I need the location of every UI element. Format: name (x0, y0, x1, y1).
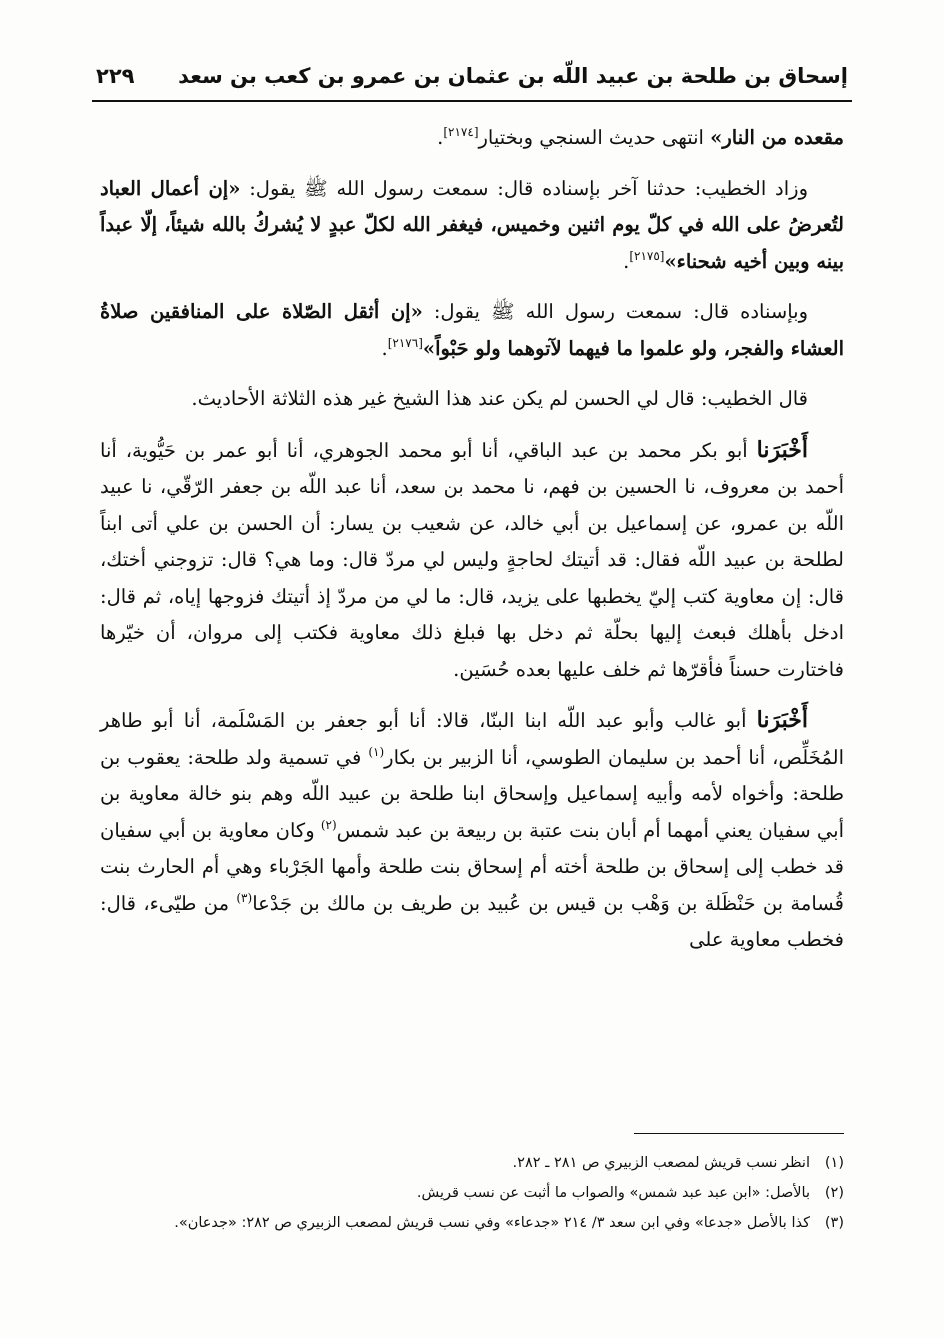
paragraph (100, 702, 844, 959)
paragraph-text: . (381, 336, 388, 360)
footnote-number: (٣) (824, 1215, 844, 1231)
hadith-bold: «إن أثقل الصّلاة على المنافقين صلاةُ العشاء والفجر، ولو علموا ما فيهما لآتوهما ولو حَبْواً» (100, 300, 844, 360)
paragraph (100, 432, 844, 689)
main-text (100, 120, 844, 959)
paragraph-text: أبو غالب وأبو عبد اللّه ابنا البنّا، قالا: أنا أبو جعفر بن المَسْلَمة، أنا أبو طاهر المُخَلِّص، أنا أحمد بن سليمان الطوسي، أنا الزبير بن بكار (100, 709, 844, 769)
paragraph-text: انتهى حديث السنجي وبختيار (478, 126, 711, 149)
akhbarana-keyword: أَخْبَرَنا (756, 707, 808, 733)
note-ref: [٢١٧٤] (443, 125, 479, 139)
note-ref: [٢١٧٦] (387, 335, 423, 350)
paragraph-text: وكان معاوية بن أبي سفيان قد خطب إلى إسحاق بن طلحة أخته أم إسحاق بنت طلحة وأمها الجَرْباء وهي أم الحارث بنت قُسامة بن حَنْظَلة بن وَهْب بن قيس بن عُبيد بن طريف بن مالك بن جَدْعا (100, 818, 844, 915)
footnotes (100, 1148, 844, 1238)
note-ref: (١) (368, 744, 385, 759)
footnote (100, 1178, 844, 1208)
akhbarana-keyword: أَخْبَرَنا (756, 436, 808, 463)
note-ref: (٢) (320, 817, 337, 832)
footnote-text: كذا بالأصل «جدعا» وفي ابن سعد ٣/ ٢١٤ «جدعاء» وفي نسب قريش لمصعب الزبيري ص ٢٨٢: «جدعان». (174, 1215, 810, 1231)
footnote-text: بالأصل: «ابن عبد عبد شمس» والصواب ما أثبت عن نسب قريش. (416, 1185, 810, 1201)
paragraph-text: . (437, 126, 444, 149)
paragraph (100, 381, 844, 418)
footnote-divider (634, 1133, 844, 1134)
paragraph-text: في تسمية ولد طلحة: يعقوب بن طلحة: وأخواه لأمه وأبيه إسماعيل وإسحاق ابنا طلحة بن عبيد اللّه وهم بنو خالة معاوية بن أبي سفيان يعني أمهما أم أبان بنت عتبة بن ربيعة بن عبد شمس (100, 745, 844, 842)
footnote (100, 1148, 844, 1178)
running-title: إسحاق بن طلحة بن عبيد اللّه بن عثمان بن عمرو بن كعب بن سعد (178, 64, 848, 88)
hadith-end-bold: مقعده من النار» (710, 126, 844, 149)
paragraph-text: وزاد الخطيب: حدثنا آخر بإسناده قال: سمعت رسول الله ﷺ يقول: (240, 176, 808, 200)
hadith-bold: «إن أعمال العباد لتُعرضُ على الله في كلّ يوم اثنين وخميس، فيغفر الله لكلّ عبدٍ لا يُشركُ بالله شيئاً، إلّا عبداً بينه وبين أخيه شحناء» (100, 176, 844, 273)
note-ref: [٢١٧٥] (629, 248, 665, 263)
footnote-number: (٢) (824, 1185, 844, 1201)
paragraph (100, 171, 844, 281)
paragraph (100, 294, 844, 367)
page-number: ٢٢٩ (96, 64, 135, 88)
paragraph-text: قال الخطيب: قال لي الحسن لم يكن عند هذا الشيخ غير هذه الثلاثة الأحاديث. (191, 387, 808, 410)
note-ref: (٣) (236, 890, 253, 905)
footnote (100, 1208, 844, 1238)
page-header (92, 58, 852, 102)
paragraph-text: من طيّىء، قال: فخطب معاوية على (100, 891, 844, 951)
paragraph-text: وبإسناده قال: سمعت رسول الله ﷺ يقول: (422, 300, 808, 323)
paragraph-text: أبو بكر محمد بن عبد الباقي، أنا أبو محمد الجوهري، أنا أبو عمر بن حَيُّوية، أنا أحمد بن معروف، نا الحسين بن فهم، نا محمد بن سعد، أنا عبد اللّه بن جعفر الرّقّي، نا عبيد اللّه بن عمرو، عن إسماعيل بن أبي خالد، عن شعيب بن يسار: أن الحسن بن علي أتى ابناً لطلحة بن عبيد اللّه فقال: قد أتيتك لحاجةٍ وليس لي مردّ قال: وما هي؟ قال: تزوجني أختك، قال: إن معاوية كتب إليّ يخطبها على يزيد، قال: ما لي من مردّ إذ أتيتك فزوجها إياه، ثم قال: ادخل بأهلك فبعث إليها بحلّة ثم دخل بها فبلغ ذلك معاوية فكتب إلى مروان، أن خيّرها فاختارت حسناً فأقرّها ثم خلف عليها بعده حُسَين. (100, 438, 844, 681)
footnote-number: (١) (824, 1155, 844, 1171)
footnote-text: انظر نسب قريش لمصعب الزبيري ص ٢٨١ ـ ٢٨٢. (512, 1155, 810, 1171)
paragraph (100, 120, 844, 157)
paragraph-text: . (623, 249, 630, 273)
